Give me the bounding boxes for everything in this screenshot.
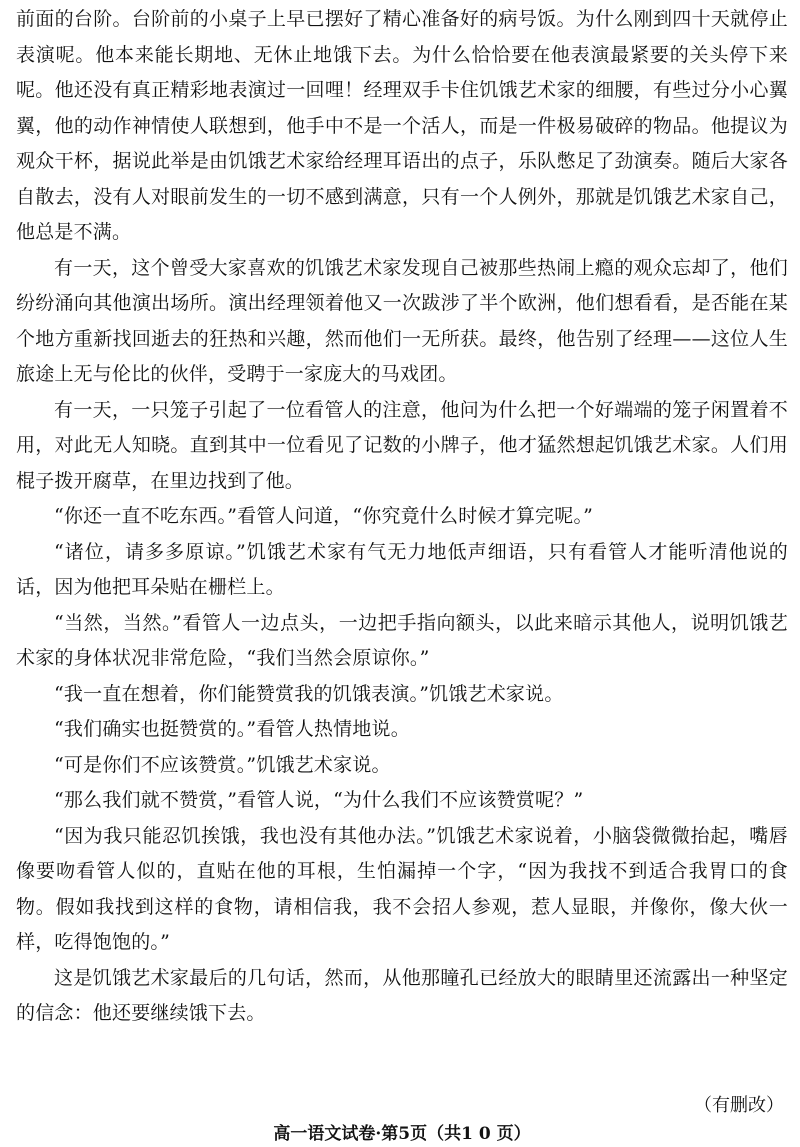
- paragraph-10: “因为我只能忍饥挨饿，我也没有其他办法。”饥饿艺术家说着，小脑袋微微抬起，嘴唇像要吻看管人似的，直贴在他的耳根，生怕漏掉一个字，“因为我找不到适合我胃口的食物。假如我找到这样的食物，请相信我，我不会招人参观，惹人显眼，并像你，像大伙一样，吃得饱饱的。”: [16, 824, 788, 953]
- paragraph-7: “我们确实也挺赞赏的。”看管人热情地说。: [54, 718, 410, 740]
- paragraph-6: “我一直在想着，你们能赞赏我的饥饿表演。”饥饿艺术家说。: [54, 682, 564, 705]
- abridged-note: （有删改）: [694, 1095, 784, 1116]
- document-page: [16, 2, 788, 1142]
- paragraph-2: 有一天，一只笼子引起了一位看管人的注意，他问为什么把一个好端端的笼子闲置着不用，对此无人知晓。直到其中一位看见了记数的小牌子，他才猛然想起饥饿艺术家。人们用棍子拨开腐草，在里边找到了他。: [16, 398, 788, 492]
- page-footer: 高一语文试卷·第5页（共1 0 页）: [273, 1124, 531, 1144]
- paragraph-11: 这是饥饿艺术家最后的几句话，然而，从他那瞳孔已经放大的眼睛里还流露出一种坚定的信念：他还要继续饿下去。: [16, 966, 788, 1024]
- paragraph-5: “当然，当然。”看管人一边点头，一边把手指向额头，以此来暗示其他人，说明饥饿艺术家的身体状况非常危险，“我们当然会原谅你。”: [16, 611, 788, 669]
- paragraph-4: “诸位，请多多原谅。”饥饿艺术家有气无力地低声细语，只有看管人才能听清他说的话，因为他把耳朵贴在栅栏上。: [16, 540, 788, 598]
- article-body: [16, 2, 788, 1032]
- paragraph-8: “可是你们不应该赞赏。”饥饿艺术家说。: [54, 753, 391, 776]
- paragraph-0: 前面的台阶。台阶前的小桌子上早已摆好了精心准备好的病号饭。为什么刚到四十天就停止表演呢。他本来能长期地、无休止地饿下去。为什么恰恰要在他表演最紧要的关头停下来呢。他还没有真正精彩地表演过一回哩！经理双手卡住饥饿艺术家的细腰，有些过分小心翼翼，他的动作神情使人联想到，他手中不是一个活人，而是一件极易破碎的物品。他提议为观众干杯，据说此举是由饥饿艺术家给经理耳语出的点子，乐队憋足了劲演奏。随后大家各自散去，没有人对眼前发生的一切不感到满意，只有一个人例外，那就是饥饿艺术家自己，他总是不满。: [16, 8, 788, 243]
- paragraph-1: 有一天，这个曾受大家喜欢的饥饿艺术家发现自己被那些热闹上瘾的观众忘却了，他们纷纷涌向其他演出场所。演出经理领着他又一次跋涉了半个欧洲，他们想看看，是否能在某个地方重新找回逝去的狂热和兴趣，然而他们一无所获。最终，他告别了经理——这位人生旅途上无与伦比的伙伴，受聘于一家庞大的马戏团。: [16, 256, 788, 385]
- paragraph-3: “你还一直不吃东西。”看管人问道，“你究竟什么时候才算完呢。”: [54, 505, 594, 527]
- paragraph-9: “那么我们就不赞赏，”看管人说，“为什么我们不应该赞赏呢？”: [54, 789, 584, 811]
